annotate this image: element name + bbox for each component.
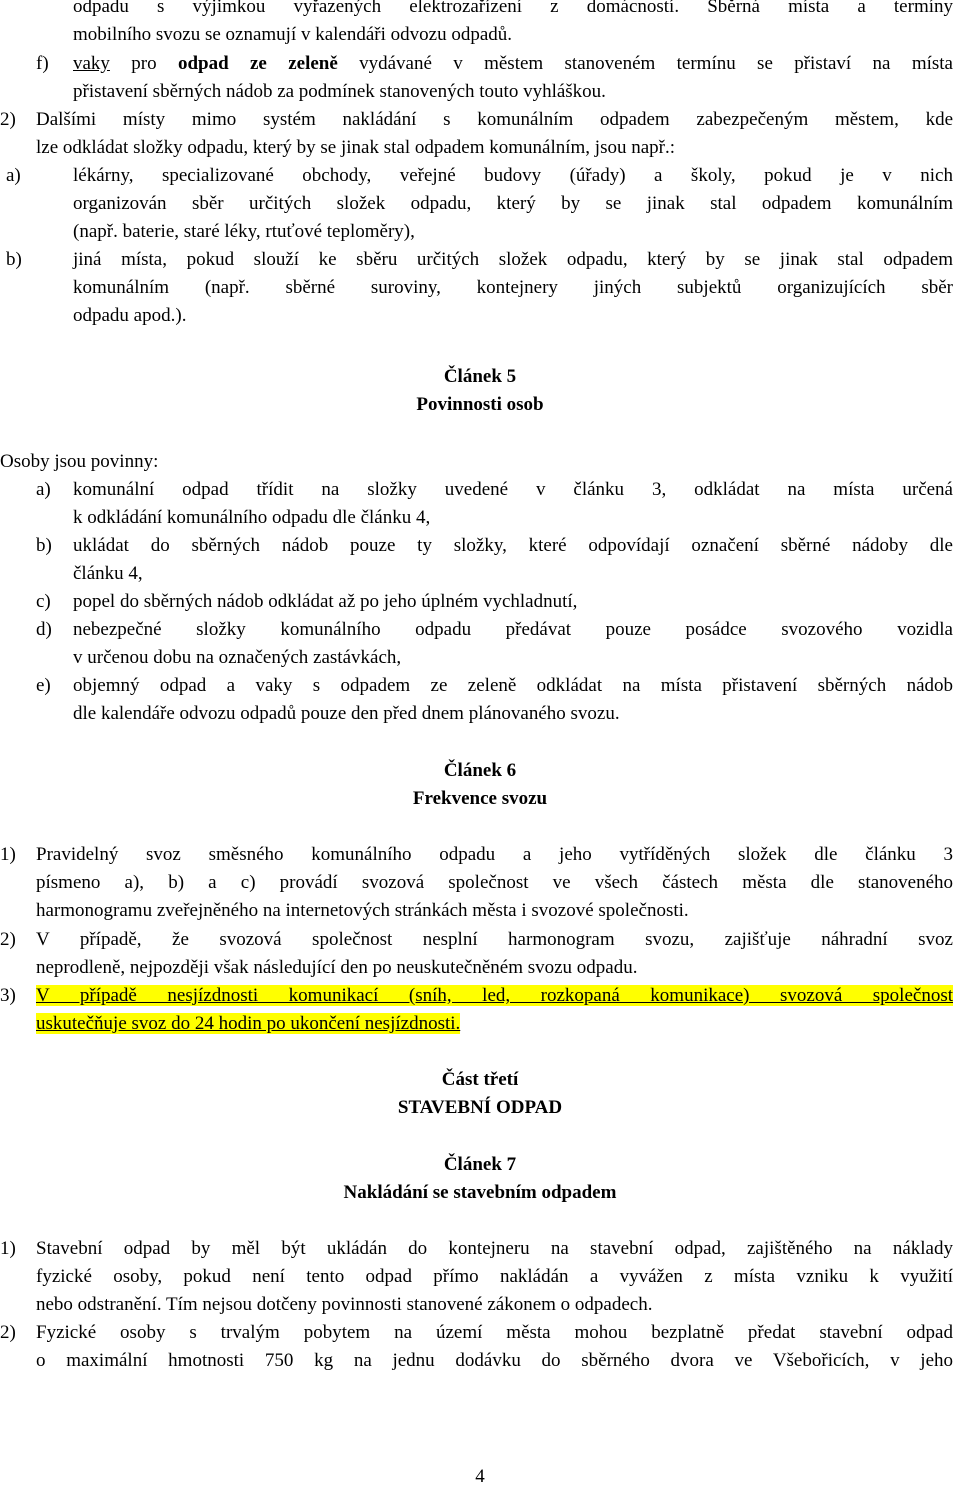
text-line: jiná místa, pokud slouží ke sběru určitých složek odpadu, který by se jinak stal odpadem [73,249,953,270]
list-marker: a) [6,165,21,186]
text-line: mobilního svozu se oznamují v kalendáři odvozu odpadů. [73,24,513,45]
text-line: Stavební odpad by měl být ukládán do kontejneru na stavební odpad, zajištěného na náklady [36,1238,953,1259]
text-line: v určenou dobu na označených zastávkách, [73,647,402,668]
text-line: fyzické osoby, pokud není tento odpad přímo nakládán a vyvážen z místa vzniku k využití [36,1266,953,1287]
list-item-f [73,52,953,76]
list-marker: 2) [0,1322,16,1343]
highlighted-span: uskutečňuje svoz do 24 hodin po ukončení nesjízdnosti. [36,1013,461,1034]
text-line: Pravidelný svoz směsného komunálního odpadu a jeho vytříděných složek dle článku 3 [36,844,953,865]
text-line: neprodleně, nejpozději však následující den po neuskutečněném svozu odpadu. [36,957,638,978]
text-line: organizován sběr určitých složek odpadu, který by se jinak stal odpadem komunálním [73,193,953,214]
text-line: nebo odstranění. Tím nejsou dotčeny povinnosti stanovené zákonem o odpadech. [36,1294,653,1315]
text-line: odpadu s výjimkou vyřazených elektrozařízení z domácností. Sběrná místa a termíny [73,0,953,17]
text-line: (např. baterie, staré léky, rtuťové teploměry), [73,221,415,242]
text-line: komunálním (např. sběrné suroviny, kontejnery jiných subjektů organizujících sběr [73,277,953,298]
article-title: Nakládání se stavebním odpadem [343,1182,617,1203]
highlighted-span: V případě nesjízdnosti komunikací (sníh, led, rozkopaná komunikace) svozová společnost [36,985,953,1006]
article-title: Povinnosti osob [416,394,544,415]
list-marker: f) [36,53,49,74]
text-line: lékárny, specializované obchody, veřejné budovy (úřady) a školy, pokud je v nich [73,165,953,186]
text-line: popel do sběrných nádob odkládat až po jeho úplném vychladnutí, [73,591,578,612]
text-line: k odkládání komunálního odpadu dle článku 4, [73,507,431,528]
text-line: písmeno a), b) a c) provádí svozová společnost ve všech částech města dle stanoveného [36,872,953,893]
text-line: objemný odpad a vaky s odpadem ze zeleně odkládat na místa přistavení sběrných nádob [73,675,953,696]
list-marker: d) [36,619,52,640]
highlighted-text-line [36,984,953,1008]
list-marker: 2) [0,109,16,130]
article-heading: Článek 6 [443,760,517,781]
text-line: ukládat do sběrných nádob pouze ty složky, které odpovídají označení sběrné nádoby dle [73,535,953,556]
text-span: vydávané v městem stanoveném termínu se přistaví na místa [337,53,953,74]
part-heading: Část třetí [441,1069,519,1090]
list-marker: 1) [0,1238,16,1259]
vaky-link-text: vaky [73,53,110,74]
text-line: článku 4, [73,563,143,584]
bold-text: odpad ze zeleně [177,53,338,74]
article-title: Frekvence svozu [412,788,548,809]
list-marker: 2) [0,929,16,950]
text-line: Osoby jsou povinny: [0,451,159,472]
article-heading: Článek 7 [443,1154,517,1175]
list-marker: c) [36,591,51,612]
list-marker: a) [36,479,51,500]
text-line: harmonogramu zveřejněného na internetových stránkách města i svozové společnosti. [36,900,689,921]
highlighted-text-line [36,1012,460,1036]
text-line: Fyzické osoby s trvalým pobytem na území města mohou bezplatně předat stavební odpad [36,1322,953,1343]
text-span: pro [109,53,178,74]
text-line: V případě, že svozová společnost nesplní harmonogram svozu, zajišťuje náhradní svoz [36,929,953,950]
text-line: přistavení sběrných nádob za podmínek stanovených touto vyhláškou. [73,81,606,102]
text-line: komunální odpad třídit na složky uvedené v článku 3, odkládat na místa určená [73,479,953,500]
part-title: STAVEBNÍ ODPAD [397,1097,563,1118]
page-number: 4 [475,1466,485,1487]
list-marker: b) [36,535,52,556]
list-marker: 3) [0,985,16,1006]
list-marker: 1) [0,844,16,865]
text-line: odpadu apod.). [73,305,187,326]
article-heading: Článek 5 [443,366,517,387]
list-marker: b) [6,249,22,270]
text-line: o maximální hmotnosti 750 kg na jednu dodávku do sběrného dvora ve Všebořicích, v jeho [36,1350,953,1371]
text-line: dle kalendáře odvozu odpadů pouze den před dnem plánovaného svozu. [73,703,620,724]
text-line: Dalšími místy mimo systém nakládání s komunálním odpadem zabezpečeným městem, kde [36,109,953,130]
text-line: nebezpečné složky komunálního odpadu předávat pouze posádce svozového vozidla [73,619,953,640]
text-line: lze odkládat složky odpadu, který by se jinak stal odpadem komunálním, jsou např.: [36,137,676,158]
list-marker: e) [36,675,51,696]
